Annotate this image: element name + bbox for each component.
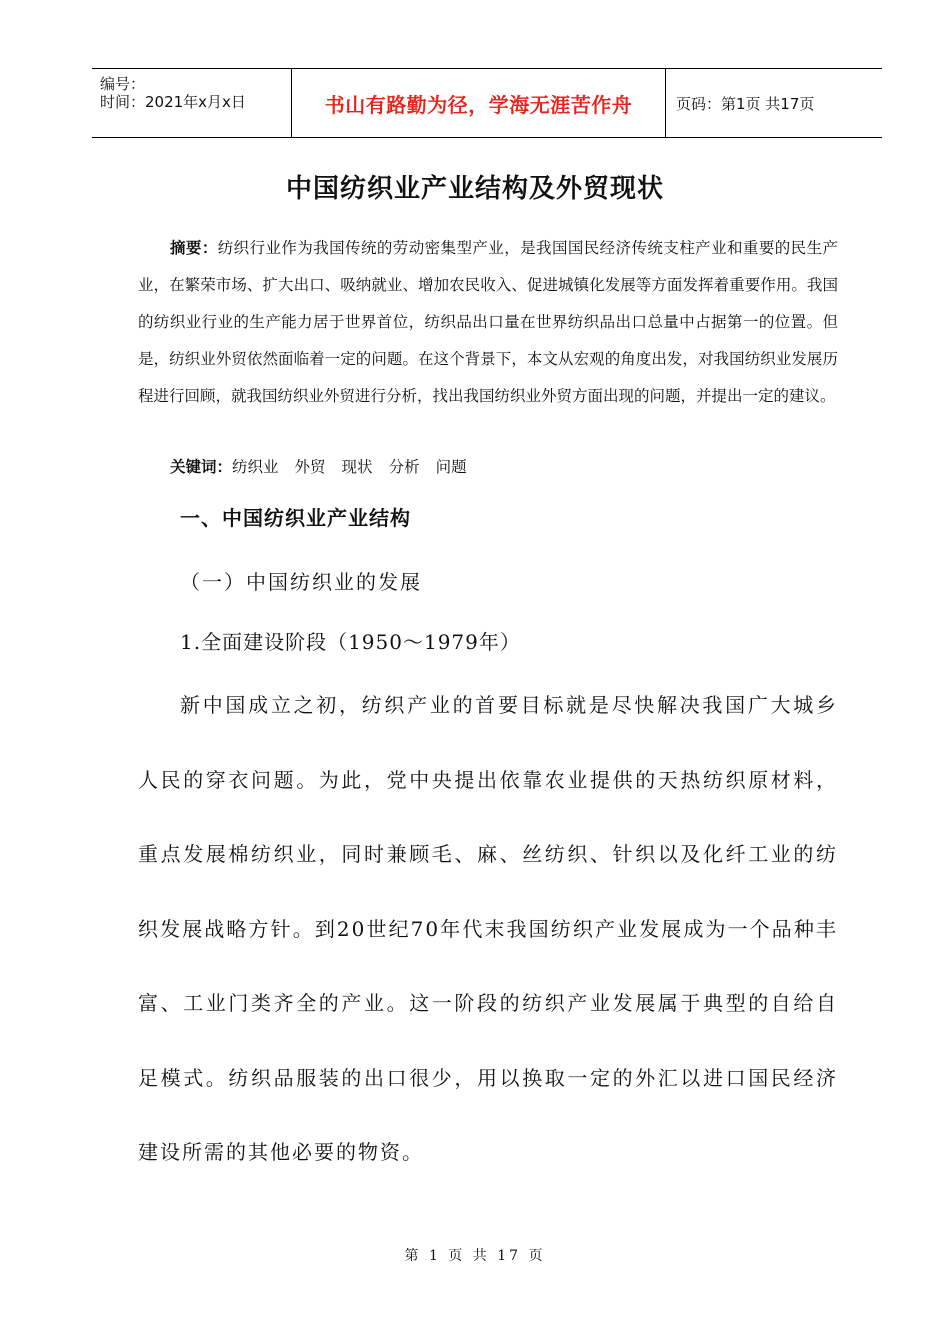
section-heading: 一、中国纺织业产业结构	[180, 506, 411, 530]
subsection-heading: （一）中国纺织业的发展	[180, 570, 422, 594]
stage-heading: 1.全面建设阶段（1950～1979年）	[180, 630, 521, 654]
document-time-label: 时间：2021年x月x日	[100, 93, 246, 111]
abstract-text: 纺织行业作为我国传统的劳动密集型产业，是我国国民经济传统支柱产业和重要的民生产业，在繁荣市场、扩大出口、吸纳就业、增加农民收入、促进城镇化发展等方面发挥着重要作用。我国的纺织业行业的生产能力居于世界首位，纺织品出口量在世界纺织品出口总量中占据第一的位置。但是，纺织业外贸依然面临着一定的问题。在这个背景下，本文从宏观的角度出发，对我国纺织业发展历程进行回顾，就我国纺织业外贸进行分析，找出我国纺织业外贸方面出现的问题，并提出一定的建议。	[138, 239, 838, 405]
header-page-info: 页码：第1页 共17页	[676, 94, 815, 113]
document-number-label: 编号：	[100, 75, 146, 93]
document-title: 中国纺织业产业结构及外贸现状	[285, 174, 664, 204]
keywords-line	[170, 455, 483, 477]
header-motto: 书山有路勤为径，学海无涯苦作舟	[324, 92, 633, 117]
keyword: 外贸	[294, 458, 326, 476]
abstract-paragraph	[138, 230, 838, 415]
header-table	[92, 68, 882, 138]
header-page-cell	[666, 69, 882, 137]
keyword: 纺织业	[232, 458, 279, 476]
header-motto-cell	[292, 69, 666, 137]
keyword: 问题	[435, 458, 467, 476]
body-paragraph: 新中国成立之初，纺织产业的首要目标就是尽快解决我国广大城乡人民的穿衣问题。为此，党中央提出依靠农业提供的天热纺织原材料，重点发展棉纺织业，同时兼顾毛、麻、丝纺织、针织以及化纤工业的纺织发展战略方针。到20世纪70年代末我国纺织产业发展成为一个品种丰富、工业门类齐全的产业。这一阶段的纺织产业发展属于典型的自给自足模式。纺织品服装的出口很少，用以换取一定的外汇以进口国民经济建设所需的其他必要的物资。	[138, 693, 838, 1164]
keyword: 分析	[388, 458, 420, 476]
page-footer: 第 1 页 共 17 页	[404, 1248, 546, 1264]
abstract-label: 摘要：	[170, 239, 218, 257]
header-meta-cell	[92, 69, 292, 137]
keywords-label: 关键词：	[170, 458, 233, 476]
keyword: 现状	[341, 458, 373, 476]
